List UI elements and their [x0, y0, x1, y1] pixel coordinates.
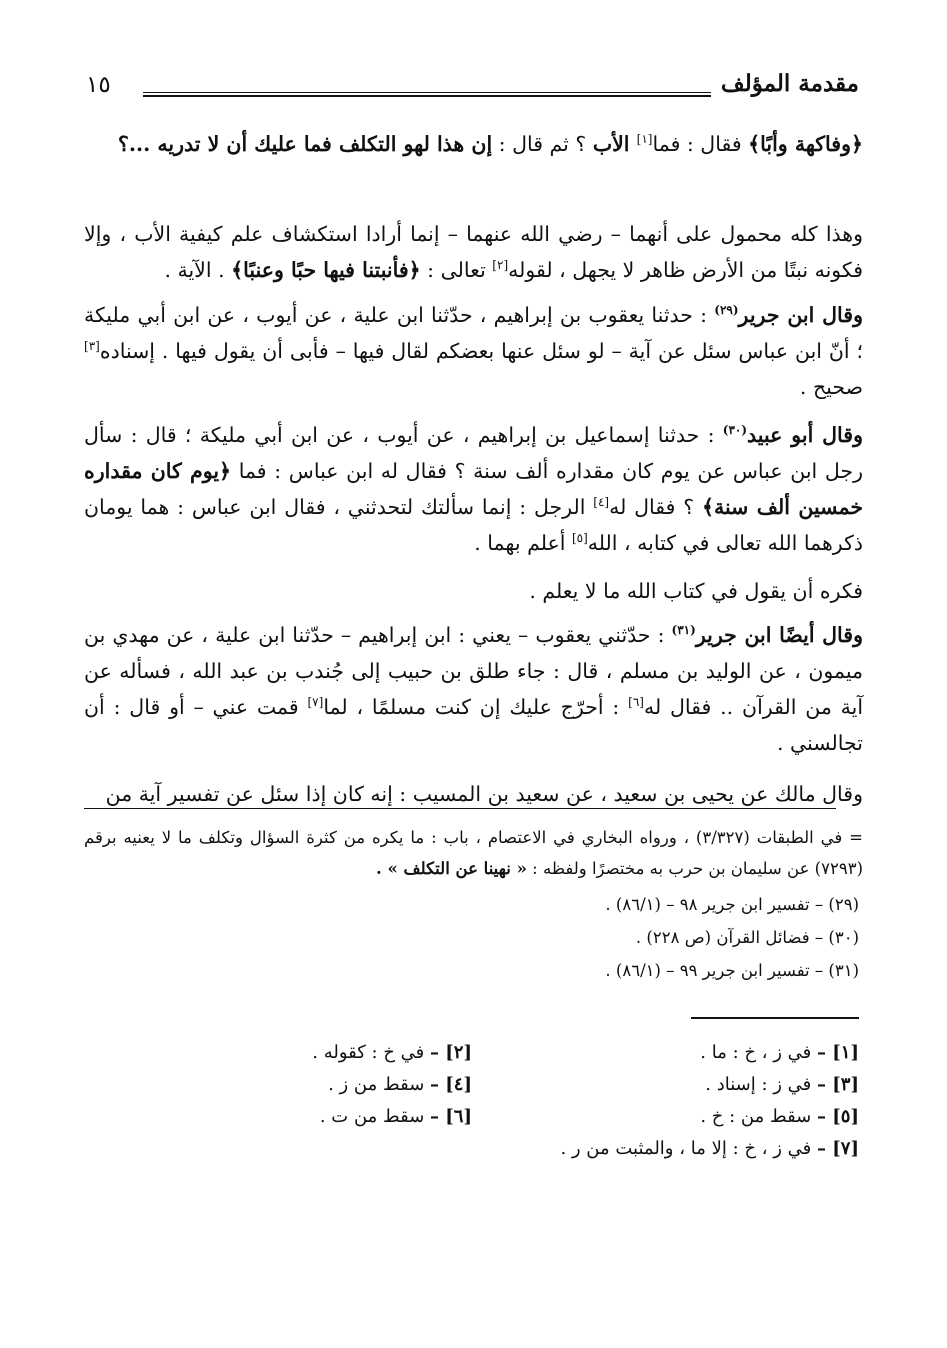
text: الرجل : إنما سألتك لتحدثني ، فقال ابن عباس : هما يومان ذكرهما الله تعالى في كتابه ، الله: [84, 495, 863, 555]
variant-marker: [١]: [636, 132, 653, 147]
paragraph-3: [84, 297, 863, 405]
text: ؟ فقال له: [609, 495, 702, 519]
variant-5: [700, 1106, 859, 1127]
variant-3: [705, 1074, 859, 1095]
variant-4: [328, 1074, 472, 1095]
paragraph-7: [84, 776, 863, 812]
text: قمت عني – أو قال : أن تجالسني .: [84, 695, 863, 755]
variant-marker: [٦]: [628, 695, 644, 710]
text: : حدثنا يعقوب بن إبراهيم ، حدّثنا ابن علية ، عن أيوب ، عن ابن أبي مليكة ؛ أنّ ابن عباس سئل عن آية – لو سئل عنها بعضكم لقال فيها – فأبى أن يقول فيها . إسناده: [84, 303, 863, 363]
variant-number: [٦] –: [430, 1106, 472, 1127]
variant-number: [٤] –: [430, 1074, 472, 1095]
text: فقال : فما: [652, 132, 749, 156]
narrator-heading: وقال ابن جرير: [738, 303, 863, 327]
variant-text: في خ : كقوله .: [312, 1042, 430, 1063]
variant-marker: [٣]: [84, 339, 100, 354]
text: . الآية .: [164, 258, 232, 282]
footnote-31: (٣١) – تفسير ابن جرير ٩٩ – (٨٦/١) .: [605, 961, 859, 980]
quran-quote: ﴿فأنبتنا فيها حبًا وعنبًا﴾: [231, 258, 421, 282]
variant-number: [١] –: [817, 1042, 859, 1063]
text: ؟ ثم قال :: [492, 132, 593, 156]
variant-6: [320, 1106, 472, 1127]
running-header-title: مقدمة المؤلف: [720, 70, 859, 97]
text: وهذا كله محمول على أنهما – رضي الله عنهما – إنما أرادا استكشاف علم كيفية الأب ، وإلا فكونه نبتًا من الأرض ظاهر لا يجهل ، لقوله: [84, 222, 863, 282]
reference-marker: (٣١): [671, 623, 696, 638]
variant-text: سقط من ز .: [328, 1074, 430, 1095]
narrator-heading: وقال أبو عبيد: [747, 423, 863, 447]
variant-2: [312, 1042, 472, 1063]
quran-quote: ﴿وفاكهة وأبًا﴾: [748, 132, 863, 156]
paragraph-5: [84, 573, 863, 609]
text: تعالى :: [420, 258, 493, 282]
variant-number: [٥] –: [817, 1106, 859, 1127]
text: : حدّثني يعقوب – يعني : ابن إبراهيم – حدّثنا ابن علية ، عن مهدي بن ميمون ، عن الوليد بن مسلم ، قال : جاء طلق بن حبيب إلى جُندب بن عبد الله ، فسأله عن آية من القرآن .. فقال له: [84, 623, 864, 719]
bold-quote: « نهينا عن التكلف » .: [375, 859, 527, 878]
text: : حدثنا إسماعيل بن إبراهيم ، عن أيوب ، عن ابن أبي مليكة ؛ قال : سأل رجل ابن عباس عن يوم كان مقداره ألف سنة ؟ فقال له ابن عباس : فما: [84, 423, 863, 483]
reference-marker: (٣٠): [722, 423, 748, 438]
variant-7: [560, 1138, 859, 1159]
paragraph-2: [84, 216, 863, 288]
variant-marker: [٤]: [593, 495, 610, 510]
variant-text: في ز ، خ : ما .: [700, 1042, 817, 1063]
variant-number: [٣] –: [817, 1074, 859, 1095]
variant-marker: [٥]: [571, 531, 588, 546]
header-rule-thick: [143, 95, 711, 97]
variant-text: في ز : إسناد .: [705, 1074, 817, 1095]
text: وقال مالك عن يحيى بن سعيد ، عن سعيد بن المسيب : إنه كان إذا سئل عن تفسير آية من: [105, 782, 863, 806]
variant-text: سقط من : خ .: [700, 1106, 817, 1127]
header-rule: [143, 92, 711, 93]
footnote-30: (٣٠) – فضائل القرآن (ص ٢٢٨) .: [635, 928, 859, 947]
variant-text: في ز ، خ : إلا ما ، والمثبت من ر .: [560, 1138, 817, 1159]
text: = في الطبقات (٣/٣٢٧) ، ورواه البخاري في الاعتصام ، باب : ما يكره من كثرة السؤال وتكلف ما لا يعنيه برقم (٧٢٩٣) عن سليمان بن حرب به مختصرًا ولفظه :: [84, 828, 863, 878]
text: أعلم بهما .: [474, 531, 572, 555]
quran-quote: ﴿يوم كان مقداره خمسين ألف سنة﴾: [84, 459, 863, 519]
text: فكره أن يقول في كتاب الله ما لا يعلم .: [529, 579, 863, 603]
footnote-29: (٢٩) – تفسير ابن جرير ٩٨ – (٨٦/١) .: [605, 895, 859, 914]
page-number: ١٥: [86, 72, 111, 98]
footnote-separator: [84, 808, 836, 809]
variant-number: [٧] –: [817, 1138, 859, 1159]
paragraph-4: [84, 417, 863, 561]
variant-marker: [٧]: [307, 695, 324, 710]
variants-separator: [691, 1017, 859, 1019]
variant-text: سقط من ت .: [319, 1106, 430, 1127]
narrator-heading: وقال أيضًا ابن جرير: [695, 623, 863, 647]
paragraph-1: [84, 126, 863, 162]
reference-marker: (٢٩): [714, 303, 739, 318]
paragraph-6: [84, 617, 863, 761]
variant-marker: [٢]: [492, 258, 509, 273]
variant-1: [700, 1042, 859, 1063]
text: صحيح .: [799, 375, 863, 399]
footnote-continuation: [84, 822, 863, 884]
bold-term: الأب: [592, 132, 637, 156]
text: : أحرّج عليك إن كنت مسلمًا ، لما: [323, 695, 629, 719]
variant-number: [٢] –: [430, 1042, 472, 1063]
bold-quote: إن هذا لهو التكلف فما عليك أن لا تدريه ...؟: [117, 132, 493, 156]
